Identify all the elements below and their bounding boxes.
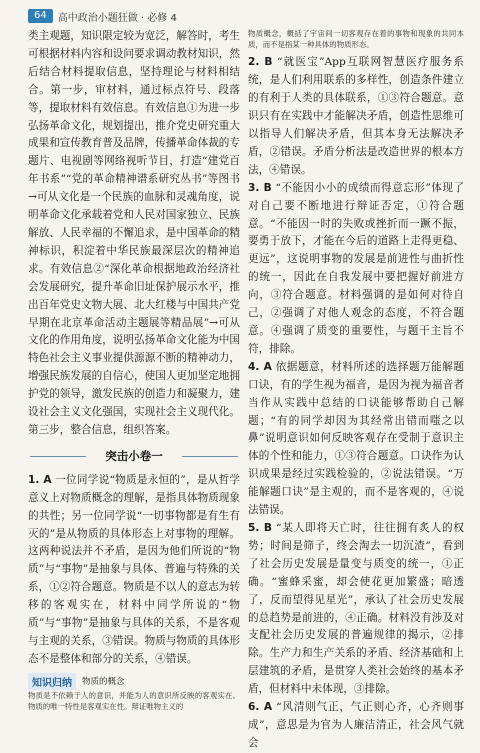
answer-number: 2. B (248, 56, 273, 69)
knowledge-box-header (28, 673, 240, 690)
answer-number: 1. A (28, 473, 52, 486)
section-title-text: 突击小卷一 (105, 448, 163, 463)
answer-text: “不能因小小的成绩而得意忘形”体现了对自己要不断地进行辩证否定，①符合题意。“不能因一时的失败或挫折而一蹶不振，要勇于放下，才能在今后的道路上走得更稳、更远”，这说明事物的发展是前进性与曲折性的统一，因此在自我发展中要把握好前进方向，③符合题意。材料强调的是如何对待自己，②强调了对他人观念的态度，不符合题意。④强调了质变的重要性，与题干主旨不符，排除。 (248, 181, 464, 355)
right-column (248, 28, 464, 753)
answer-3 (248, 180, 464, 359)
answer-1 (28, 472, 240, 669)
answer-number: 5. B (248, 521, 272, 534)
intro-paragraph: 类主观题，知识限定较为宽泛，解答时，考生可根据材料内容和设问要求调动教材知识，然后结合材料提取信息，坚持理论与材料相结合。第一步，审材料，通过标点符号、段落等，提取材料有效信息。有效信息①为进一步弘扬革命文化，规划提出，推介党史研究重大成果和宣传教育普及品牌，传播革命体裁的专题片、电视剧等网络视听节目，打造“建党百年书系”“党的革命精神谱系研究丛书”等图书→可从文化是一个民族的血脉和灵魂角度，说明革命文化承载着党和人民对国家独立、民族解放、人民幸福的不懈追求，是中国革命的精神标识，积淀着中华民族最深层次的精神追求。有效信息②“深化革命根据地政治经济社会发展研究，提升革命旧址保护展示水平，推出百年党史文物大展、北大红楼与中国共产党早期在北京革命活动主题展等精品展”→可从文化的作用角度，说明弘扬革命文化能为中国特色社会主义事业提供源源不断的精神动力，增强民族发展的自信心，使国人更加坚定地拥护党的领导，激发民族的创造力和凝聚力，建设社会主义文化强国，实现社会主义现代化。第三步，整合信息，组织答案。 (28, 30, 240, 436)
answer-4 (248, 359, 464, 520)
answer-number: 4. A (248, 360, 272, 373)
book-title: 高中政治小题狂做 · 必修 4 (57, 12, 177, 24)
answer-text: “某人即将天亡时，往往拥有炙人的权势；时间是筛子，终会淘去一切沉渣”，看到了社会历史发展是量变与质变的统一，①正确。“蜜蜂采蜜，却会使花更加繁盛；暗透了，反而望得见星光”，承认了社会历史发展的总趋势是前进的，④正确。材料没有涉及对支配社会历史发展的普遍规律的揭示，②排除。生产力和生产关系的矛盾、经济基础和上层建筑的矛盾，是贯穿人类社会始终的基本矛盾，但材料中未体现，③排除。 (248, 521, 464, 696)
answer-number: 6. A (248, 701, 273, 714)
answer-5 (248, 520, 464, 699)
section-title (28, 448, 240, 464)
answer-number: 3. B (248, 181, 272, 194)
answer-2 (248, 54, 464, 179)
knowledge-tag: 知识归纳 (28, 673, 76, 690)
knowledge-text-continued: 物质概念，概括了宇宙间一切客观存在着的事物和现象的共同本质，而不是指某一种具体的物质形态。 (248, 29, 464, 50)
left-column (28, 28, 240, 712)
knowledge-title: 物质的概念 (82, 677, 125, 688)
page-header (28, 8, 177, 24)
answer-6 (248, 699, 464, 753)
knowledge-text: 物质是不依赖于人的意识，并能为人的意识所反映的客观实在。物质的唯一特性是客观实在性。辩证唯物主义的 (28, 690, 240, 712)
page-number: 64 (28, 9, 53, 23)
answer-text: “就医宝”App互联网智慧医疗服务系统，是人们利用联系的多样性，创造条件建立的有利于人类的具体联系，①③符合题意。意识只有在实践中才能解决矛盾，创造性思维可以指导人们解决矛盾，但其本身无法解决矛盾，②错误。矛盾分析法是改造世界的根本方法，④错误。 (248, 56, 464, 176)
answer-text: 一位同学说“物质是永恒的”，是从哲学意义上对物质概念的理解，是指具体物质现象的共性；另一位同学说“一切事物都是有生有灭的”是从物质的具体形态上对事物的理解。这两种说法并不矛盾，是因为他们所说的“物质”与“事物”是抽象与具体、普遍与特殊的关系，①②符合题意。物质是不以人的意志为转移的客观实在，材料中同学所说的“物质”与“事物”是抽象与具体的关系，不是客观与主观的关系，③错误。物质与物质的具体形态不是整体和部分的关系，④错误。 (28, 473, 240, 665)
answer-text: “风清则气正，气正则心齐，心齐则事成”，意思是为官为人廉洁清正，社会风气就会 (248, 701, 464, 749)
answer-text: 依据题意，材料所述的选择题万能解题口诀，有的学生视为福音，是因为视为福音者当作从实践中总结的口诀能够帮助自己解题；“有的同学却因为其经常出错而嗤之以鼻”说明意识如何反映客观存在受制于意识主体的个性和能力，①③符合题意。口诀作为认识成果是经过实践检验的，②说法错误。“万能解题口诀”是主观的，而不是客观的，④说法错误。 (248, 360, 464, 517)
